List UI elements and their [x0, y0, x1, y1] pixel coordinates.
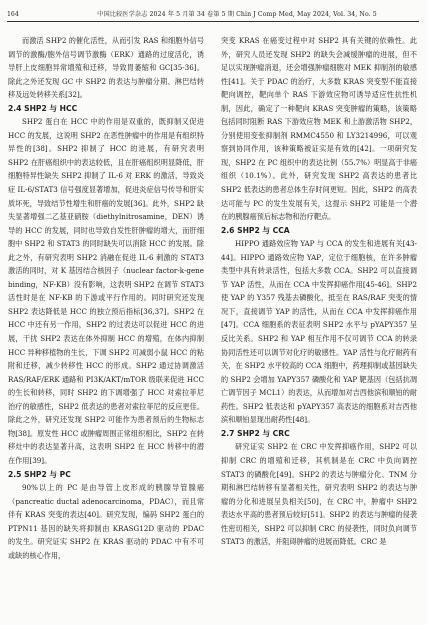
paragraph-cca: HIPPO 通路效应物 YAP 与 CCA 的发生和进展有关[43-44]。HIPPO 通路效应物 YAP，定位于细胞核，在许多肿瘤类型中具有转录活性，包括大多数 CCA。SHP2 可以直接调节 YAP 活性，从而在 CCA 中发挥抑癌作用[45-46]。SHP2 使 YAP 的 Y357 残基去磷酸化，抵至在 RAS/RAF 突变的情况下，直接调节 YAP 的活性，从而在 CCA 中发挥抑癌作用[47]。CCA 细胞系的表征表明 SHP2 水平与 pYAPY357 呈反比关系。SHP2 和 YAP 相互作用不仅可调节 CCA 的转录协同活性还可以调节对化疗的敏感性。YAP 活性与化疗耐药有关，在 SHP2 水平较高的 CCA 细胞中，药理抑制或基因缺失的 SHP2 会增加 YAPY357 磷酸化和 YAP 靶基因（包括抗凋亡调节因子 MCL1）的表达，从而增加对吉西他滨和顺铂的耐药性。SHP2 低表达和 pYAPY357 高表达的细胞系对吉西他滨和顺铂显现出耐药性[48]。	[221, 239, 417, 425]
running-header	[7, 10, 419, 22]
paragraph-hcc: SHP2 蛋白在 HCC 中的作用是双重的，既抑制又促进 HCC 的发展，这说明 SHP2 在恶性肿瘤中的作用是有组织特异性的[38]。SHP2 抑制了 HCC 的进展，有研究表明 SHP2 在肝癌组织中的表达较低，且在肝癌组织明显降低，肝细胞特异性缺失 SHP2 抑制了 IL-6 对 ERK 的激活，导致炎症 IL-6/STAT3 信号强度显著增加，促进炎症信号传导和肝实质坏死，导致结节性增生和肝癌的发展[36]。此外，SHP2 缺失显著增强二乙基亚硝胺（diethylnitrosamine，DEN）诱导的 HCC 的发展，同时也导致自发性肝肿瘤的增大，而肝细胞中 SHP2 和 STAT3 的同时缺失可以消除 HCC 的发展。除此之外，有研究表明 SHP2 消融在促进 IL-6 刺激的 STAT3 激活的同时，对 K 基因结合核因子（nuclear factor-k-gene binding，NF-KB）没有影响，这表明 SHP2 在调节 STAT3 活性时是在 NF-KB 的下游或平行作用的。同时研究还发现 SHP2 表达降低是 HCC 的独立预后指标[36,37]。SHP2 在 HCC 中还有另一作用，SHP2 的过表达可以促进 HCC 的进展，干扰 SHP2 表达在体外抑制 HCC 的增殖，在体内抑制 HCC 异种移植物的生长，下调 SHP2 可减弱小鼠 HCC 的粘附和迁移，减少转移性 HCC 的形成。SHP2 通过协调激活 RAS/RAF/ERK 通路和 PI3K/AKT/mTOR 级联来促进 HCC 的生长和转移，同时 SHP2 的下调增强了 HCC 对索拉菲尼治疗的敏感性，SHP2 低表达的患者对索拉菲尼的反应更佳。除此之外，研究还发现 SHP2 可能作为患者预后的生物标志物[38]。原发性 HCC 或肿瘤周围正常组织相比，SHP2 在转移灶中的表达显著升高，这表明 SHP2 在 HCC 转移中的潜在作用[39]。	[8, 117, 204, 465]
section-heading-crc: 2.7 SHP2 与 CRC	[221, 428, 290, 438]
paragraph-pc: 90%以上的 PC 是由导管上皮形成的胰腺导管腺癌（pancreatic ductal adenocarcinoma，PDAC），而且常伴有 KRAS 突变的表达[40]。研究发现，编码 SHP2 蛋白的 PTPN11 基因的缺失将抑制由 KRASG12D 驱动的 PDAC 的发生。研究证实 SHP2 在 KRAS 驱动的 PDAC 中有不可或缺的核心作用，	[8, 483, 204, 560]
paragraph-crc: 研究证实 SHP2 在 CRC 中发挥抑癌作用，SHP2 可以抑制 CRC 的增殖和迁移，其机制是在 CRC 中负向调控 STAT3 的磷酸化[49]。SHP2 的表达与肿瘤分化、TNM 分期和淋巴结转移有显著相关性，研究表明 SHP2 的表达与肿瘤的分化和进展呈负相关[50]，在 CRC 中，肿瘤中 SHP2 表达水平高的患者预后较好[51]。SHP2 的表达与肿瘤的侵袭性密切相关，SHP2 可以抑制 CRC 的侵袭性，同时负向调节 STAT3 的激活，并阻碍肿瘤的进展而降低。CRC 是	[221, 442, 417, 547]
section-heading-pc: 2.5 SHP2 与 PC	[8, 469, 71, 479]
paragraph-pc-cont: 突变 KRAS 在癌变过程中对 SHP2 具有关键的依赖性。此外，研究人员还发现 SHP2 的缺失会减缓肿瘤的进展，但不足以实现肿瘤消退，还会增强肿瘤细胞对 MEK 抑制剂的敏感性[41]。关于 PDAC 的治疗，大多数 KRAS 突变型不能直接靶向调控，靶向单个 RAS 下游效应物可诱导适应性抗性机制，因此，确定了一种靶向 KRAS 突变肿瘤的策略，该策略包括同时阻断 RAS 下游效应物 MEK 和上游激活物 SHP2，分别使用变张抑制剂 RMMC4550 和 LY3214996，可以观察到协同作用，该种策略被证实是有效的[42]。一项研究发现，SHP2 在 PC 组织中的表达比例（55.7%）明显高于非癌组织（10.1%）。此外，研究发现 SHP2 高表达的患者比 SHP2 低表达的患者总体生存时间更短。因此，SHP2 的高表达可能与 PC 的发生发展有关，这提示 SHP2 可能是一个潜在的胰腺癌预后标志物和治疗靶点。	[221, 36, 417, 222]
section-heading-hcc: 2.4 SHP2 与 HCC	[8, 103, 78, 113]
left-column	[8, 34, 204, 562]
journal-citation: 中国比较医学杂志 2024 年 5 月第 34 卷第 5 期 Chin J Comp Med, May 2024, Vol. 34, No. 5	[97, 11, 377, 18]
page-number: 164	[7, 11, 19, 18]
paragraph-gc-end: 而激活 SHP2 的催化活性，从而引发 RAS 和细胞外信号调节的激酶/胞外信号调节激酶（ERK）通路的过度活化，诱导肝上皮细胞异常增殖和迁移，导致胃萎缩和 GC[35-36]。除此之外还发现 GC 中 SHP2 的表达与肿瘤分期、淋巴结转移及远处转移关系[32]。	[8, 36, 204, 100]
section-heading-cca: 2.6 SHP2 与 CCA	[221, 225, 290, 235]
right-column	[221, 34, 417, 549]
